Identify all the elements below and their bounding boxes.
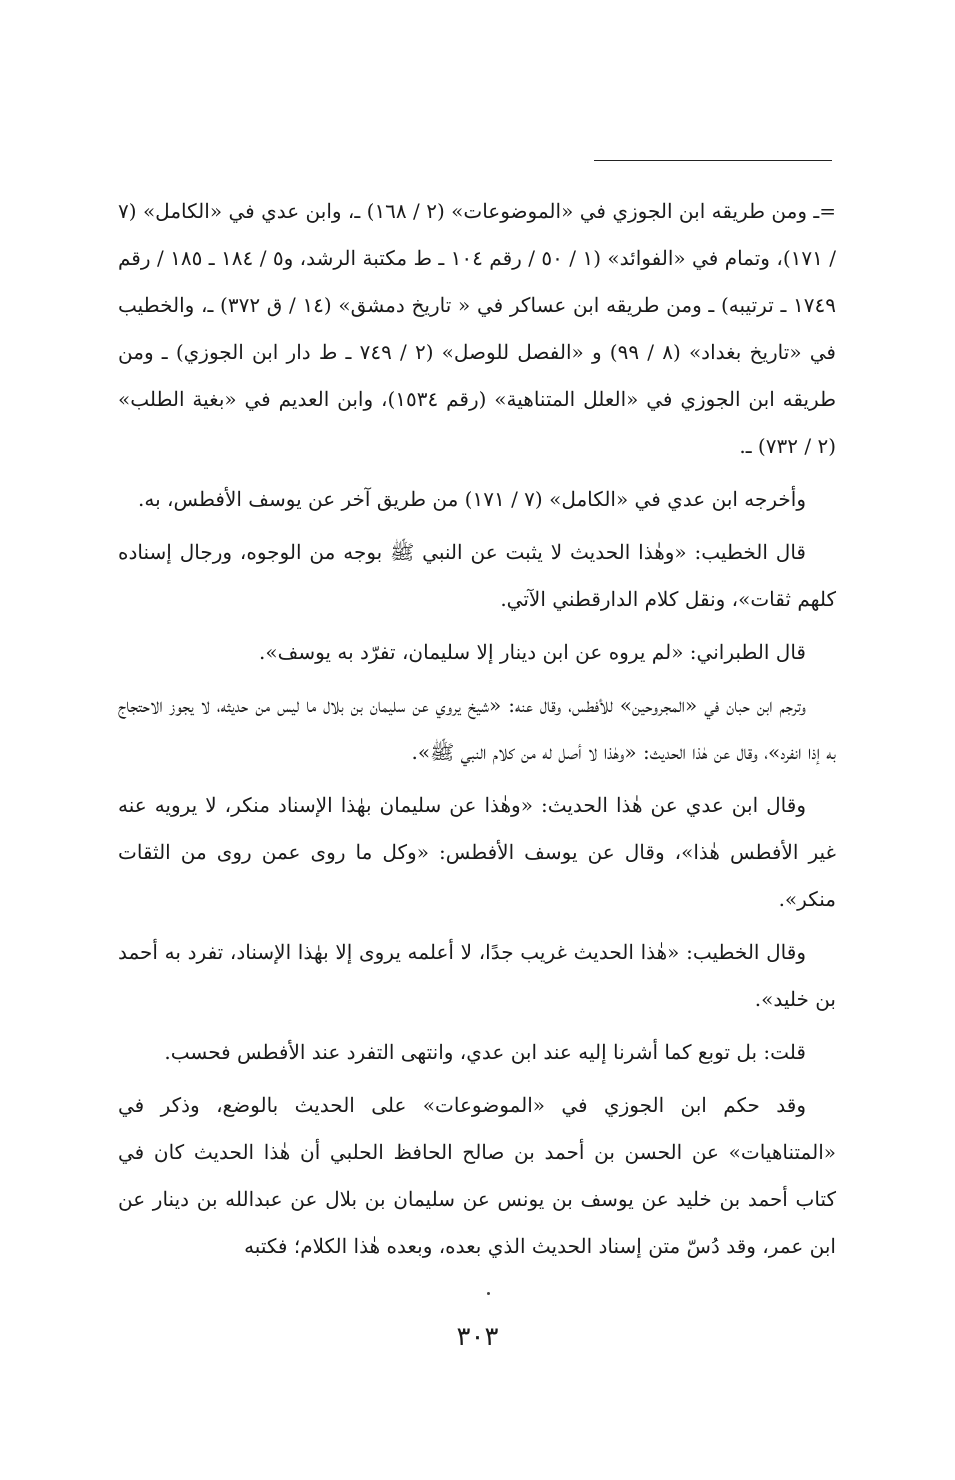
footnote-separator-rule bbox=[594, 160, 832, 161]
paragraph-7: قلت: بل توبع كما أشرنا إليه عند ابن عدي، وانتهى التفرد عند الأفطس فحسب. bbox=[164, 1040, 806, 1064]
page-number: ٣٠٣ bbox=[456, 1322, 499, 1352]
page-body bbox=[118, 188, 836, 1276]
paragraph-1: وأخرجه ابن عدي في «الكامل» (٧ / ١٧١) من طريق آخر عن يوسف الأفطس، به. bbox=[138, 487, 806, 511]
footnote-continuation: =ـ ومن طريقه ابن الجوزي في «الموضوعات» (٢ / ١٦٨) ـ، وابن عدي في «الكامل» (٧ / ١٧١)، وتمام في «الفوائد» (١ / ٥٠ / رقم ١٠٤ ـ ط مكتبة الرشد، و٥ / ١٨٤ ـ ١٨٥ / رقم ١٧٤٩ ـ ترتيبه) ـ ومن طريقه ابن عساكر في « تاريخ دمشق» (١٤ / ق ٣٧٢) ـ، والخطيب في «تاريخ بغداد» (٨ / ٩٩) و «الفصل للوصل» (٢ / ٧٤٩ ـ ط دار ابن الجوزي) ـ ومن طريقه ابن الجوزي في «العلل المتناهية» (رقم ١٥٣٤)، وابن العديم في «بغية الطلب» (٢ / ٧٣٢) ـ. bbox=[118, 199, 837, 458]
paragraph-2: قال الخطيب: «وهٰذا الحديث لا يثبت عن النبي ﷺ بوجه من الوجوه، ورجال إسناده كلهم ثقات»، ونقل كلام الدارقطني الآتي. bbox=[118, 540, 836, 611]
paragraph-6: وقال الخطيب: «هٰذا الحديث غريب جدًا، لا أعلمه يروى إلا بهٰذا الإسناد، تفرد به أحمد بن خليد». bbox=[118, 940, 836, 1011]
paragraph-4: وترجم ابن حبان في «المجروحين» للأفطس، وقال عنه: «شيخ يروي عن سليمان بن بلال ما ليس من حديثه، لا يجوز الاحتجاج به إذا انفرد»، وقال عن هٰذا الحديث: «وهٰذا لا أصل له من كلام النبي ﷺ». bbox=[118, 693, 836, 764]
paragraph-5: وقال ابن عدي عن هٰذا الحديث: «وهٰذا عن سليمان بهٰذا الإسناد منكر، لا يرويه عنه غير الأفطس هٰذا»، وقال عن يوسف الأفطس: «وكل ما روى عمن روى من الثقات منكر». bbox=[118, 793, 836, 911]
stray-mark bbox=[487, 1292, 490, 1295]
paragraph-3: قال الطبراني: «لم يروه عن ابن دينار إلا سليمان، تفرّد به يوسف». bbox=[259, 640, 806, 664]
paragraph-8: وقد حكم ابن الجوزي في «الموضوعات» على الحديث بالوضع، وذكر في «المتناهيات» عن الحسن بن أحمد بن صالح الحافظ الحلبي أن هٰذا الحديث كان في كتاب أحمد بن خليد عن يوسف بن يونس عن سليمان بن بلال عن عبدالله بن دينار عن ابن عمر، وقد دُسّ متن إسناد الحديث الذي بعده، وبعده هٰذا الكلام؛ فكتبه bbox=[118, 1093, 836, 1258]
